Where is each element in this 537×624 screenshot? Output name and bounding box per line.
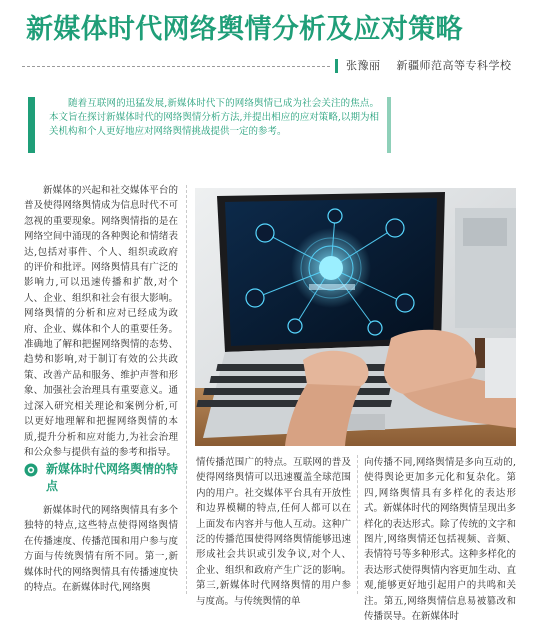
section1-column-2 [196,455,351,609]
article-title: 新媒体时代网络舆情分析及应对策略 [26,14,463,45]
section1-paragraph-3: 向传播不同,网络舆情是多向互动的,使得舆论更加多元化和复杂化。第四,网络舆情具有多样化的表达形式。新媒体时代的网络舆情呈现出多样化的表达形式。除了传统的文字和图片,网络舆情还包括视频、音频、表情符号等多种形式。这种多样化的表达形式使得舆情内容更加生动、直观,能够更好地引起用户的共鸣和关注。第五,网络舆情信息易被篡改和传播误导。在新媒体时 [364,457,517,623]
section1-paragraph-1: 新媒体时代的网络舆情具有多个独特的特点,这些特点使得网络舆情在传播速度、传播范围和用户参与度方面与传统舆情有所不同。第一,新媒体时代的网络舆情具有传播速度快的特点。在新媒体时代,网络舆 [24,505,178,594]
column-divider-1 [186,185,187,594]
intro-paragraph: 新媒体的兴起和社交媒体平台的普及使得网络舆情成为信息时代不可忽视的重要现象。网络舆情指的是在网络空间中涌现的各种舆论和情绪表达,包括对事件、个人、组织或政府的评价和批评。网络舆情具有广泛的影响力,可以迅速传播和扩散,对个人、企业、组织和社会有很大影响。网络舆情的分析和应对已经成为政府、企业、媒体和个人的重要任务。准确地了解和把握网络舆情的态势、趋势和影响,对于制订有效的公共政策、改善产品和服务、维护声誉和形象、加强社会治理具有重要意义。通过深入研究相关理论和案例分析,可以更好地理解和把握网络舆情的本质,提升分析和应对能力,为社会治理和公众参与提供有益的参考和指导。 [24,185,178,458]
author-marker [335,59,338,73]
section1-column-3 [364,455,516,624]
column-divider-2 [357,455,358,594]
section1-column-1 [24,503,178,595]
author-name: 张豫丽 [346,59,381,72]
section-bullet-icon [24,463,38,477]
section-title: 新媒体时代网络舆情的特点 [46,462,179,493]
author-affiliation: 新疆师范高等专科学校 [396,59,512,72]
article-photo [195,188,516,446]
author-bar [0,55,537,77]
laptop-screen [217,192,445,352]
section1-paragraph-2: 情传播范围广的特点。互联网的普及使得网络舆情可以迅速覆盖全球范围内的用户。社交媒体平台具有开放性和边界模糊的特点,任何人都可以在上面发布内容并与他人互动。这种广泛的传播范围使得网络舆情能够迅速形成社会共识或引发争议,对个人、企业、组织和政府产生广泛的影响。第三,新媒体时代网络舆情的用户参与度高。与传统舆情的单 [196,457,351,607]
intro-column [24,183,178,460]
author-dashed-rule [22,66,330,67]
abstract-box [28,97,391,153]
author-info [346,57,528,75]
abstract-text: 随着互联网的迅猛发展,新媒体时代下的网络舆情已成为社会关注的焦点。本文旨在探讨新媒体时代的网络舆情分析方法,并提出相应的应对策略,以期为相关机构和个人更好地应对网络舆情挑战提供一定的参考。 [49,98,379,137]
laptop-hologram-illustration [195,188,516,446]
